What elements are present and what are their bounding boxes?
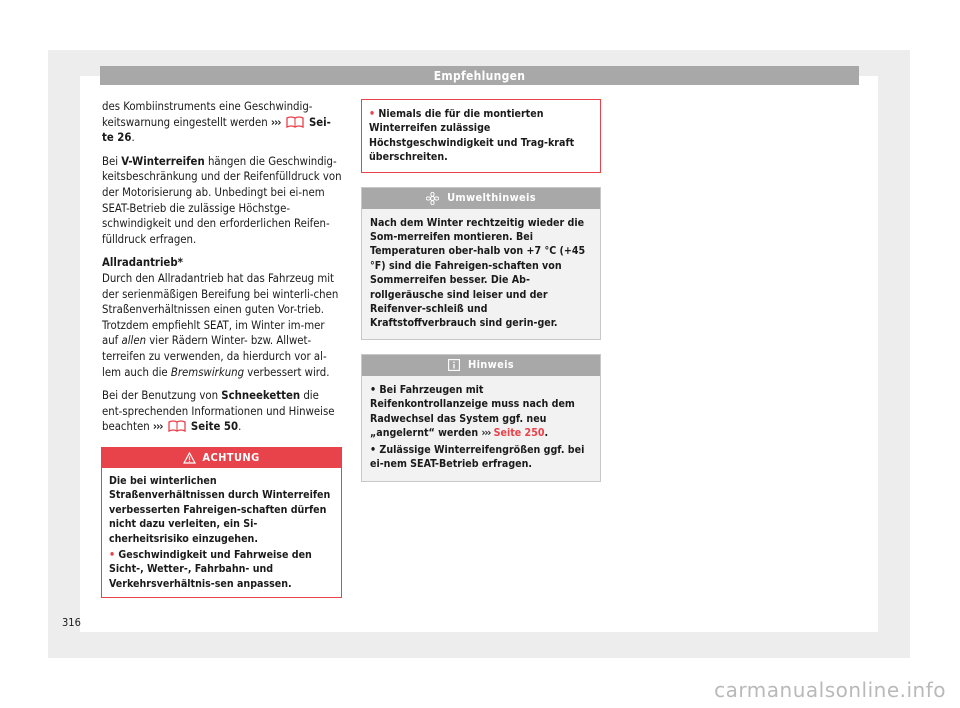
bullet: • — [109, 549, 116, 562]
link-page-50[interactable]: Seite 50 — [190, 420, 239, 434]
bullet: • — [370, 383, 377, 396]
warning-title: ACHTUNG — [202, 450, 260, 464]
paragraph-all-wheel-drive: Durch den Allradantrieb hat das Fahrzeug mit der serienmäßigen Bereifung bei winterli-chen Straßenverhältnissen einen guten Vor-trieb. Trotzdem empfiehlt SEAT, im Winter im-mer auf allen vier Rädern Winter- bzw. Allwet-terreifen zu verwenden, da hierdurch vor al-lem auch die Bremswirkung verbessert wird. — [102, 271, 339, 379]
leaf-flower-icon — [426, 192, 439, 205]
hint-header — [362, 355, 600, 376]
hint-title: Hinweis — [468, 358, 514, 372]
warning-text: Die bei winterlichen Straßenverhältnissen durch Winterreifen verbesserten Fahreigen-schaften dürfen nicht dazu verleiten, ein Si-cherheitsrisiko einzugehen. — [109, 475, 331, 545]
left-column — [102, 99, 342, 443]
info-icon — [448, 359, 460, 371]
page-number: 316 — [62, 616, 81, 629]
hint-item-sizes: • Zulässige Winterreifengrößen ggf. bei ei-nem SEAT-Betrieb erfragen. — [370, 443, 585, 470]
environment-note-title: Umwelthinweis — [447, 190, 536, 204]
bullet: • — [370, 443, 377, 456]
paragraph-snow-chains: Bei der Benutzung von Schneeketten die ent-sprechenden Informationen und Hinweise beachten ››› Seite 50. — [102, 389, 335, 434]
paragraph-speed-warning: des Kombiinstruments eine Geschwindig-keitswarnung eingestellt werden ››› Sei-te 26. — [102, 100, 331, 145]
hint-body — [362, 376, 600, 481]
warning-list-item: • Geschwindigkeit und Fahrweise den Sicht-, Wetter-, Fahrbahn- und Verkehrsverhältnis-sen anpassen. — [109, 549, 312, 590]
section-header — [100, 66, 859, 85]
environment-note-box — [361, 187, 601, 340]
environment-note-text: Nach dem Winter rechtzeitig wieder die Som-merreifen montieren. Bei Temperaturen ober-halb von +7 °C (+45 °F) sind die Fahreigen-schaften von Sommerreifen besser. Die Ab-rollgeräusche sind leiser und der Reifenver-schleiß und Kraftstoffverbrauch sind gerin-ger. — [370, 216, 586, 330]
environment-note-header — [362, 188, 600, 209]
reference-arrow: ››› — [481, 427, 491, 440]
book-icon — [286, 116, 304, 128]
warning-item-speed-limit: Niemals die für die montierten Winterreifen zulässige Höchstgeschwindigkeit und Trag-kraft überschreiten. — [369, 108, 575, 164]
bullet: • — [369, 108, 376, 120]
heading-all-wheel-drive: Allradantrieb* — [102, 256, 183, 270]
link-page-250[interactable]: Seite 250 — [493, 427, 545, 440]
watermark: carmanualsonline.info — [714, 678, 946, 702]
reference-arrow: ››› — [270, 115, 281, 129]
link-page-26[interactable]: Sei-te 26 — [102, 115, 331, 145]
warning-header — [102, 448, 341, 468]
warning-box — [101, 447, 342, 598]
warning-continuation-box — [361, 99, 601, 173]
right-column — [361, 99, 601, 482]
reference-arrow: ››› — [152, 420, 163, 434]
book-icon — [168, 420, 186, 432]
paragraph-v-winter-tyres: Bei V-Winterreifen hängen die Geschwindig-keitsbeschränkung und der Reifenfülldruck von der Motorisierung ab. Unbedingt bei ei-nem SEAT-Betrieb die zulässige Höchstge-schwindigkeit und den erforderlichen Reifen-fülldruck erfragen. — [102, 154, 342, 246]
warning-triangle-icon — [183, 452, 196, 464]
section-title: Empfehlungen — [433, 68, 526, 83]
hint-box — [361, 354, 601, 482]
hint-item-tpms: • Bei Fahrzeugen mit Reifenkontrollanzeige muss nach dem Radwechsel das System ggf. neu „angelernt“ werden ››› Seite 250. — [370, 383, 575, 440]
